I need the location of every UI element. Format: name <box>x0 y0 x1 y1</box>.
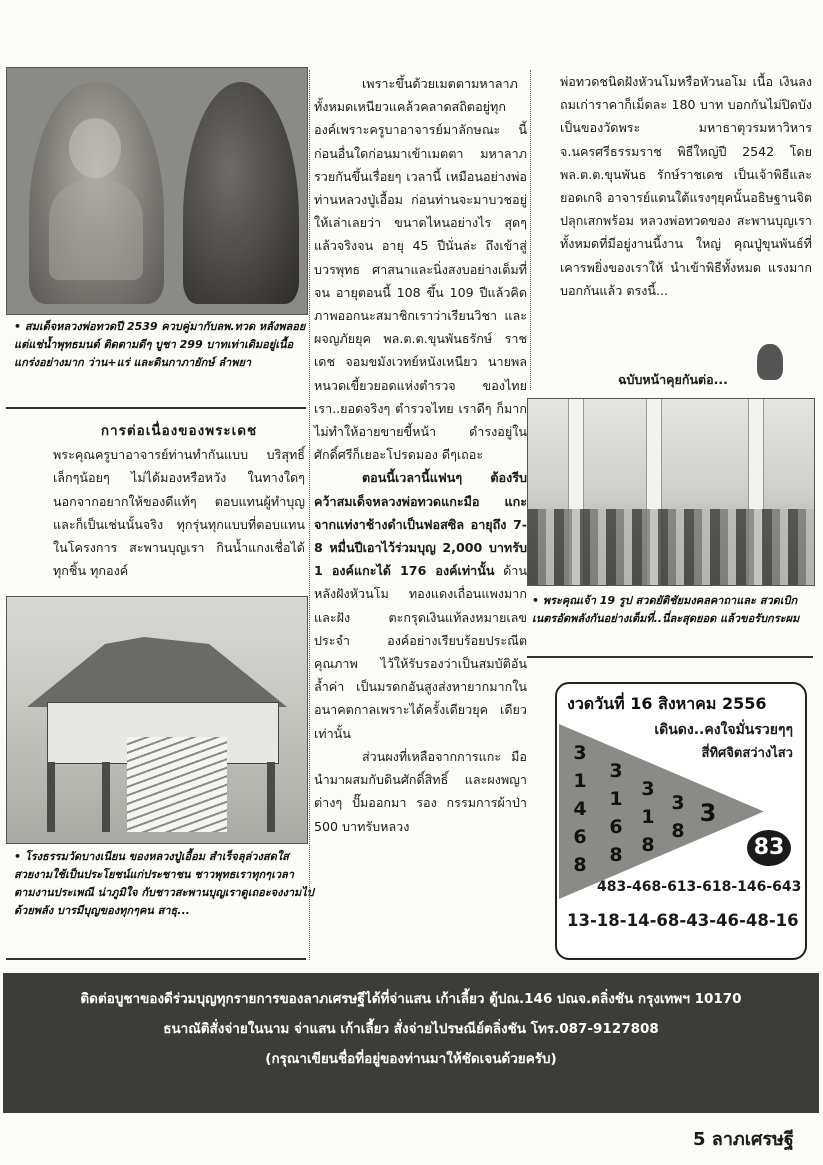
hall-crowd <box>528 509 814 585</box>
next-issue-note: ฉบับหน้าคุยกันต่อ... <box>618 372 728 387</box>
column-middle-p2 <box>314 466 527 744</box>
lottery-title: งวดวันที่ 16 สิงหาคม 2556 <box>567 694 767 713</box>
footer-line-2: ธนาณัติสั่งจ่ายในนาม จ่าแสน เก้าเลี้ยว สั่งจ่ายไปรษณีย์ตลิ่งชัน โทร.087-9127808 <box>163 1021 659 1037</box>
lottery-digit: 3 <box>641 778 655 800</box>
lottery-digit: 8 <box>641 834 655 856</box>
lottery-digit: 8 <box>609 844 623 866</box>
lottery-subtitle-2: สี่ทิศจิตสว่างไสว <box>701 746 793 761</box>
lottery-three-digit-set: 483-468-613-618-146-643 <box>597 879 802 895</box>
hall-caption: • พระคุณเจ้า 19 รูป สวดยัติชัยมงคลคาถาและ สวดเบิกเนตรอัดพลังกันอย่างเต็มที่..นี่ละสุดยอด แล้วขอรับกระผม <box>532 594 800 625</box>
lottery-digit: 3 <box>699 799 717 827</box>
column-right <box>560 70 812 302</box>
mascot-icon <box>757 344 783 380</box>
building-stairs <box>127 737 227 832</box>
lottery-digit: 6 <box>609 816 623 838</box>
footer-line-3: (กรุณาเขียนชื่อที่อยู่ของท่านมาให้ชัดเจนด้วยครับ) <box>265 1051 557 1067</box>
lottery-digit: 3 <box>671 792 685 814</box>
column-left <box>53 420 305 582</box>
building-roof <box>27 637 287 707</box>
divider <box>6 958 306 960</box>
column-separator <box>309 70 310 960</box>
column-middle <box>314 72 527 838</box>
amulet-caption: • สมเด็จหลวงพ่อทวดปี 2539 ควบคู่มากับลพ.ทวด หลังพลอย แต่แช่น้ำพุทธมนต์ ติดตามดีๆ บูชา 299 บาทเท่าเดิมอยู่เนื้อแกร่งอย่างมาก ว่าน+แร่ และดินกาภายักษ์ ลำพยา <box>14 320 306 369</box>
amulet-figure-body <box>49 180 143 280</box>
amulet-figure-head <box>69 118 121 178</box>
building-photo <box>6 596 308 844</box>
amulet-back-image <box>183 82 299 304</box>
footer-line-1: ติดต่อบูชาของดีร่วมบุญทุกรายการของลาภเศรษฐีได้ที่จ่าแสน เก้าเลี้ยว ตู้ปณ.146 ปณจ.ตลิ่งชัน กรุงเทพฯ 10170 <box>80 991 742 1007</box>
lottery-digit: 8 <box>671 820 685 842</box>
amulet-photo <box>6 67 308 315</box>
column-middle-p1: เพราะขึ้นด้วยเมตตามหาลาภ ทั้งหมดเหนียวแคล้วคลาดสถิตอยู่ทุก องค์เพราะครูบาอาจารย์มาลักษณะ นี้ก่อนอื่นใดก่อนมาเข้าเมตตา มหาลาภรวยกันขึ้นเรื่อยๆ เวลานี้ เหมือนอย่างพ่อท่านหลวงปู่เอื้อม ก่อนท่านจะมาบวชอยู่ให้เล่าเลยว่า ขนาดไหนอย่างไร สุดๆ แล้วจริงจน อายุ 45 ปีนั่นล่ะ ถึงเข้าสู่บวรพุทธ ศาสนาและนิ่งสงบอย่างเต็มที่จน อายุตอนนี้ 108 ขึ้น 109 ปีแล้วคิด ภาพออกนะสมาชิกเราว่าเรียนวิชา และผจญภัยยุค พล.ต.ต.ขุนพันธรักษ์ ราชเดช จอมขมังเวทย์หนังเหนียว นายพลหนวดเขี้ยวยอดแห่งตำรวจ ของไทยเรา..ยอดจริงๆ ตำรวจไทย เราดีๆ ก็มากไม่ทำให้อายขายขี้หน้า ดำรงอยู่ในศักดิ์ศรีก็เยอะโปรดมอง ดีๆเถอะ <box>314 76 527 463</box>
lottery-subtitle-1: เดินดง..คงใจมั่นรวยๆๆ <box>654 722 793 738</box>
lottery-digit: 3 <box>573 742 587 764</box>
lottery-box <box>555 682 807 960</box>
lottery-digit: 1 <box>573 770 587 792</box>
divider <box>527 656 813 658</box>
lottery-digit: 1 <box>609 788 623 810</box>
building-caption: • โรงธรรมวัดบางเนียน ของหลวงปู่เอื้อม สำเร็จลุล่วงสดใสสวยงามใช้เป็นประโยชน์แก่ประชาชน ชาวพุทธเราทุกๆเวลาตามงานประเพณี น่าภูมิใจ กับชาวสะพานบุญเราดูเถอะจงงามไปด้วยพลัง บารมีบุญของทุกๆคน สาธุ... <box>14 850 314 917</box>
column-left-text: พระคุณครูบาอาจารย์ท่านทำกันแบบ บริสุทธิ์เล็กๆน้อยๆ ไม่ได้มองหรือหวัง ในทางใดๆ นอกจากอยากให้ของดีแท้ๆ ตอบแทนผู้ทำบุญและก็เป็นเช่นนั้นจริง ทุกรุ่นทุกแบบที่ตอบแทนในโครงการ สะพานบุญเรา กินน้ำแกงเชื่อได้ทุกชิ้น ทุกองค์ <box>53 447 305 579</box>
column-right-text: พ่อทวดชนิดฝังหัวนโมหรือหัวนอโม เนื้อ เงินลงถมเก่าราคาก็เม็ดละ 180 บาท บอกกันไม่ปิดบังเป็นของวัดพระ มหาธาตุวรมหาวิหาร จ.นครศรีธรรมราช พิธีใหญ่ปี 2542 โดยพล.ต.ต.ขุนพันธ รักษ์ราชเดช เป็นเจ้าพิธีและยอดเกจิ อาจารย์แดนใต้แรงๆยุคนั้นอธิษฐานจิต ปลุกเสกพร้อม หลวงพ่อทวดของ สะพานบุญเรา ทั้งหมดที่มีอยู่งานนี้งาน ใหญ่ คุณปู่ขุนพันธ์ที่เคารพยิ่งของเราให้ นำเข้าพิธีทั้งหมด แรงมากบอกกันแล้ว ตรงนี้... <box>560 74 812 298</box>
contact-footer <box>3 973 819 1113</box>
lottery-digit: 6 <box>573 826 587 848</box>
lottery-two-digit-set: 13-18-14-68-43-46-48-16 <box>567 911 799 930</box>
column-middle-p3: ส่วนผงที่เหลือจากการแกะ มือนำมาผสมกับดินศักดิ์สิทธิ์ และผงพญาต่างๆ ปั๊มออกมา รอง กรรมการผ้าป่า 500 บาทรับหลวง <box>314 748 527 834</box>
lottery-digit: 3 <box>609 760 623 782</box>
lottery-digit: 8 <box>573 854 587 876</box>
section-heading: การต่อเนื่องของพระเดช <box>100 423 258 439</box>
hall-photo <box>527 398 815 586</box>
lottery-main-number: 83 <box>747 830 791 866</box>
column-middle-p2-bold: ตอนนี้เวลานี้แฟนๆ ต้องรีบ คว้าสมเด็จหลวงพ่อทวดแกะมือ แกะจากแท่งาช้างดำเป็นฟอสซิล อายุถึง 7-8 หมื่นปีเอาไว้ร่วมบุญ 2,000 บาทรับ 1 องค์แกะได้ 176 องค์เท่านั้น <box>314 470 527 579</box>
column-separator <box>530 70 531 390</box>
lottery-digit: 1 <box>641 806 655 828</box>
page-number: 5 ลาภเศรษฐี <box>693 1129 794 1150</box>
divider <box>6 407 306 409</box>
column-middle-p2-rest: ด้านหลังฝังหัวนโม ทองแดงเถื่อนแพงมากและฝัง ตะกรุดเงินแท้ลงหมายเลขประจำ องค์อย่างเรียบร้อยประณีตคุณภาพ ไว้ให้รับรองว่าเป็นสมบัติอันล้ำค่า เป็นมรดกอันสูงส่งหายากมากใน อนาคตกาลเพราะได้ครั้งเดียวยุค เดียวเท่านั้น <box>314 563 527 741</box>
lottery-digit: 4 <box>573 798 587 820</box>
